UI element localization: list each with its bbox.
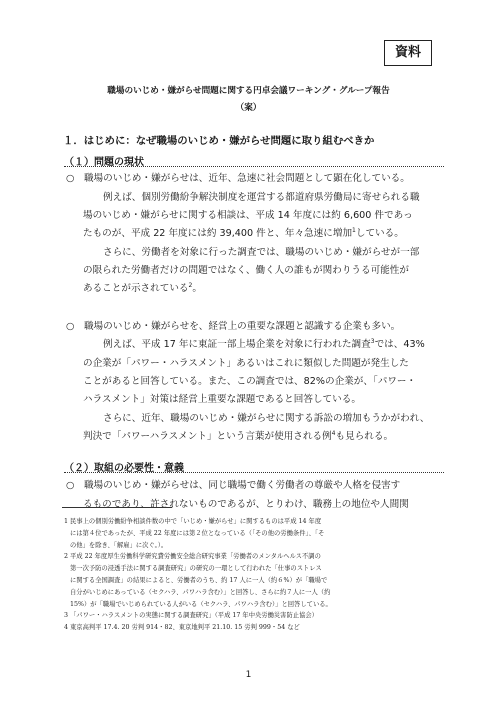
text-run: たものが、平成 22 年度には約 39,400 件と、年々急速に増加 — [83, 228, 353, 239]
paragraph-line: ○ 職場のいじめ・嫌がらせは、同じ職場で働く労働者の尊厳や人格を侵害す — [66, 480, 401, 491]
subsection-heading-necessity: （２）取組の必要性・意義 — [64, 463, 184, 474]
footnote-line: 4 東京高判平 17.4. 20 労判 914・82、東京地判平 21.10. 15 労判 999・54 など — [64, 624, 300, 631]
footnote-line: に関する全国調査」の結果によると、労働者のうち、約 17 人に一人（約６%）が「職場で — [70, 577, 328, 584]
paragraph-line: 例えば、個別労働紛争解決制度を運営する都道府県労働局に寄せられる職 — [103, 192, 420, 203]
footnote-ref[interactable]: 3 — [370, 338, 375, 345]
paragraph-line: ○ 職場のいじめ・嫌がらせを、経営上の重要な課題と認識する企業も多い。 — [66, 321, 401, 332]
paragraph-line — [83, 428, 393, 442]
report-title-draft: （案） — [235, 103, 262, 113]
text-run: あることが示されている — [83, 283, 189, 294]
subsection-underline — [64, 166, 444, 167]
paragraph-line — [83, 225, 404, 239]
report-title: 職場のいじめ・嫌がらせ問題に関する円卓会議ワーキング・グループ報告 — [107, 86, 390, 96]
paragraph-line — [103, 336, 425, 350]
paragraph-line: ○ 職場のいじめ・嫌がらせは、近年、急速に社会問題として顕在化している。 — [66, 173, 410, 184]
subsection-underline — [64, 472, 444, 473]
text-run: 判決で「パワーハラスメント」という言葉が使用される例 — [83, 431, 332, 442]
text-run: 例えば、平成 17 年に東証一部上場企業を対象に行われた調査 — [103, 339, 371, 350]
footnote-ref[interactable]: 4 — [331, 430, 336, 437]
footnote-ref[interactable]: 2 — [188, 282, 193, 289]
paragraph-line: ことがあると回答している。また、この調査では、82%の企業が、「パワー・ — [83, 376, 417, 387]
subsection-heading-current-state: （１）問題の現状 — [64, 157, 144, 168]
footnote-separator — [62, 507, 172, 508]
document-stamp: 資料 — [384, 40, 432, 66]
footnote-line: 2 平成 22 年度厚生労働科学研究費労働安全総合研究事業「労働者のメンタルヘルス不調の — [64, 553, 321, 560]
footnote-ref[interactable]: 1 — [352, 227, 356, 234]
paragraph-line: 場のいじめ・嫌がらせに関する相談は、平成 14 年度には約 6,600 件であっ — [83, 210, 413, 221]
text-run: では、43% — [374, 339, 425, 350]
footnote-line: 1 民事上の個別労働紛争相談件数の中で「いじめ・嫌がらせ」に関するものは平成 14 年度 — [64, 518, 322, 525]
section-heading: １．はじめに：なぜ職場のいじめ・嫌がらせ問題に取り組むべきか — [63, 135, 375, 147]
footnote-line: の他」を除き、「解雇」に次ぐ。）。 — [70, 542, 168, 549]
footnote-line: 3 「パワー・ハラスメントの実態に関する調査研究」（平成 17 年中央労働災害防止協会） — [64, 612, 318, 619]
paragraph-line: さらに、近年、職場のいじめ・嫌がらせに関する訴訟の増加もうかがわれ、 — [103, 413, 430, 424]
footnote-line: 第一次予防の浸透手法に関する調査研究」の研究の一環として行われた「仕事のストレス — [70, 565, 322, 572]
paragraph-line: さらに、労働者を対象に行った調査では、職場のいじめ・嫌がらせが一部 — [103, 247, 420, 258]
page-number: 1 — [245, 670, 252, 680]
paragraph-line: の限られた労働者だけの問題ではなく、働く人の誰もが関わりうる可能性が — [83, 265, 409, 276]
footnote-line: には第４位であったが、平成 22 年度には第２位となっている（「その他の労働条件」、「そ — [70, 530, 325, 537]
text-run: 。 — [192, 283, 202, 294]
footnote-line: 自分がいじめにあっている（セクハラ、パワハラ含む）」と回答し、さらに約７人に一人（約 — [70, 589, 331, 596]
paragraph-line: の企業が「パワー・ハラスメント」あるいはこれに類似した問題が発生した — [83, 358, 409, 369]
paragraph-line: ハラスメント」対策は経営上重要な課題であると回答している。 — [83, 394, 361, 405]
text-run: している。 — [355, 228, 404, 239]
text-run: も見られる。 — [335, 431, 394, 442]
paragraph-line: るものであり、許されないものであるが、とりわけ、職務上の地位や人間関 — [83, 499, 409, 510]
paragraph-line — [83, 280, 202, 294]
footnote-line: 15%）が「職場でいじめられている人がいる（セクハラ、パワハラ含む）」と回答している。 — [70, 601, 332, 608]
